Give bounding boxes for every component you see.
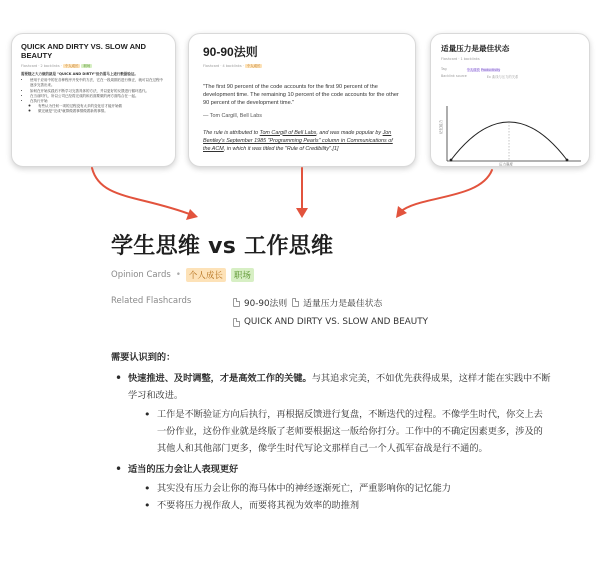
document-icon [292, 298, 299, 307]
list-item: • 如何在开始实践后不断学习完善具体的方法，并以更好的反馈进行循环迭代。 [30, 89, 166, 94]
x-axis-label: 压力强度 [499, 162, 513, 166]
list-item: ◦ 有些认为任何一项的过程没有太多的变化后才能开始做 [38, 104, 166, 109]
document-icon [233, 318, 240, 327]
card-meta: Flashcard · 1 backlinks [441, 57, 480, 61]
arrow-center-head [296, 208, 308, 218]
note-link[interactable]: Tom Cargill of Bell Labs [259, 129, 317, 136]
tag-personal-growth[interactable]: 个人成长 [246, 64, 261, 68]
related-label: Related Flashcards [111, 296, 192, 306]
bold-text: 快速推进、及时调整，才是高效工作的关键。 [128, 373, 312, 384]
separator-dot: • [175, 270, 181, 280]
related-flashcards [111, 296, 493, 335]
page-header [111, 229, 591, 282]
card-heading: 需要随之大力做的就是 "QUICK AND DIRTY"但仍需马上进行数据验证。 [21, 72, 138, 76]
related-link-quick-and-dirty[interactable] [233, 317, 428, 327]
list-item: • 在当前时代，所以公司已经将完成的和后面要做的两方面结合在一起。 [30, 94, 166, 99]
link-label: 适量压力是最佳状态 [303, 299, 383, 309]
sub-list [128, 480, 551, 514]
document-icon [233, 298, 240, 307]
bold-text: 适当的压力会让人表现更好 [128, 464, 239, 475]
tag-workplace[interactable]: 职场 [83, 64, 91, 68]
list-item [111, 370, 551, 457]
y-axis-label: 记忆能力 [439, 120, 443, 134]
list-item: ◦ 做完就是"完成"就算做着事情做着新的事情。 [38, 109, 166, 114]
note-link[interactable]: Communications of the ACM [203, 137, 393, 153]
bullet-list [111, 370, 551, 514]
card-meta-text: Flashcard · 2 backlinks · [21, 64, 62, 68]
page-content [111, 349, 551, 518]
list-item: • 其实没有压力会让你的海马体中的神经逐渐死亡，严重影响你的记忆能力 [128, 480, 551, 497]
card-title: QUICK AND DIRTY VS. SLOW AND BEAUTY [21, 42, 147, 60]
note-text: , and was made popular by [316, 129, 383, 136]
tag-productivity[interactable]: Productivity [480, 68, 501, 72]
page-meta [111, 268, 591, 282]
property-label: Backlink source [441, 74, 467, 78]
tag-personal-growth[interactable]: 个人成长 [186, 268, 226, 282]
related-links [233, 296, 493, 335]
sub-list [128, 406, 551, 457]
note-link[interactable]: Jon Bentley's September 1985 "Programming Pearls" column in [203, 129, 392, 144]
related-link-optimal-stress[interactable] [292, 296, 382, 309]
card-title: 适量压力是最佳状态 [441, 44, 510, 53]
tag-personal-growth[interactable]: 个人成长 [64, 64, 79, 68]
section-heading: 需要认识到的： [111, 352, 176, 363]
arrow-right [400, 170, 492, 212]
tag-personal-growth[interactable]: 个人成长 [466, 68, 480, 72]
link-label: 90-90法则 [244, 299, 288, 309]
tag-workplace[interactable]: 职场 [231, 268, 254, 282]
related-link-90-90[interactable] [233, 296, 287, 309]
note-text: , in which it was titled the "Rule of Credibility".[1] [223, 146, 339, 153]
list-item [111, 461, 551, 514]
list-item: • 使用于应用中的在各种程序开发中的方法，它在一段周期后进行修正，就可以在过程中逐步完善出来。 [30, 78, 166, 88]
card-meta-text: Flashcard · 4 backlinks · [203, 64, 244, 68]
note-text: The rule is attributed to [203, 129, 260, 136]
category-label[interactable]: Opinion Cards [111, 270, 171, 280]
list-item: • 在执行开始 [30, 99, 166, 104]
arrow-left [92, 168, 192, 215]
related-row [233, 317, 493, 327]
list-item: • 工作是不断验证方向后执行，再根据反馈进行复盘，不断迭代的过程。不像学生时代，你交上去一份作业，这份作业就是终版了老师要根据这一版给你打分。工作中的不确定因素更多，涉及的其他人和其他部门更多，像学生时代写论文那样自己一个人孤军奋战是行不通的。 [128, 406, 551, 457]
card-quote: "The first 90 percent of the code accounts for the first 90 percent of the development time. The remaining 10 percent of the code accounts for the other 90 percent of the development time." [203, 84, 399, 107]
property-label: Tag [441, 67, 447, 71]
list-item: • 不要将压力视作敌人，而要将其视为效率的助推剂 [128, 497, 551, 514]
link-label: QUICK AND DIRTY VS. SLOW AND BEAUTY [244, 317, 428, 327]
page-title: 学生思维 vs 工作思维 [111, 234, 334, 259]
card-attribution: — Tom Cargill, Bell Labs [203, 112, 262, 119]
property-value[interactable]: Ex 曲线与压力的关系 [486, 75, 519, 79]
related-row [233, 296, 493, 309]
card-title: 90-90法则 [203, 45, 258, 59]
body-text: 与其追求完美，不如优先获得成果，这样才能在实践中不断学习和改进。 [128, 373, 551, 401]
